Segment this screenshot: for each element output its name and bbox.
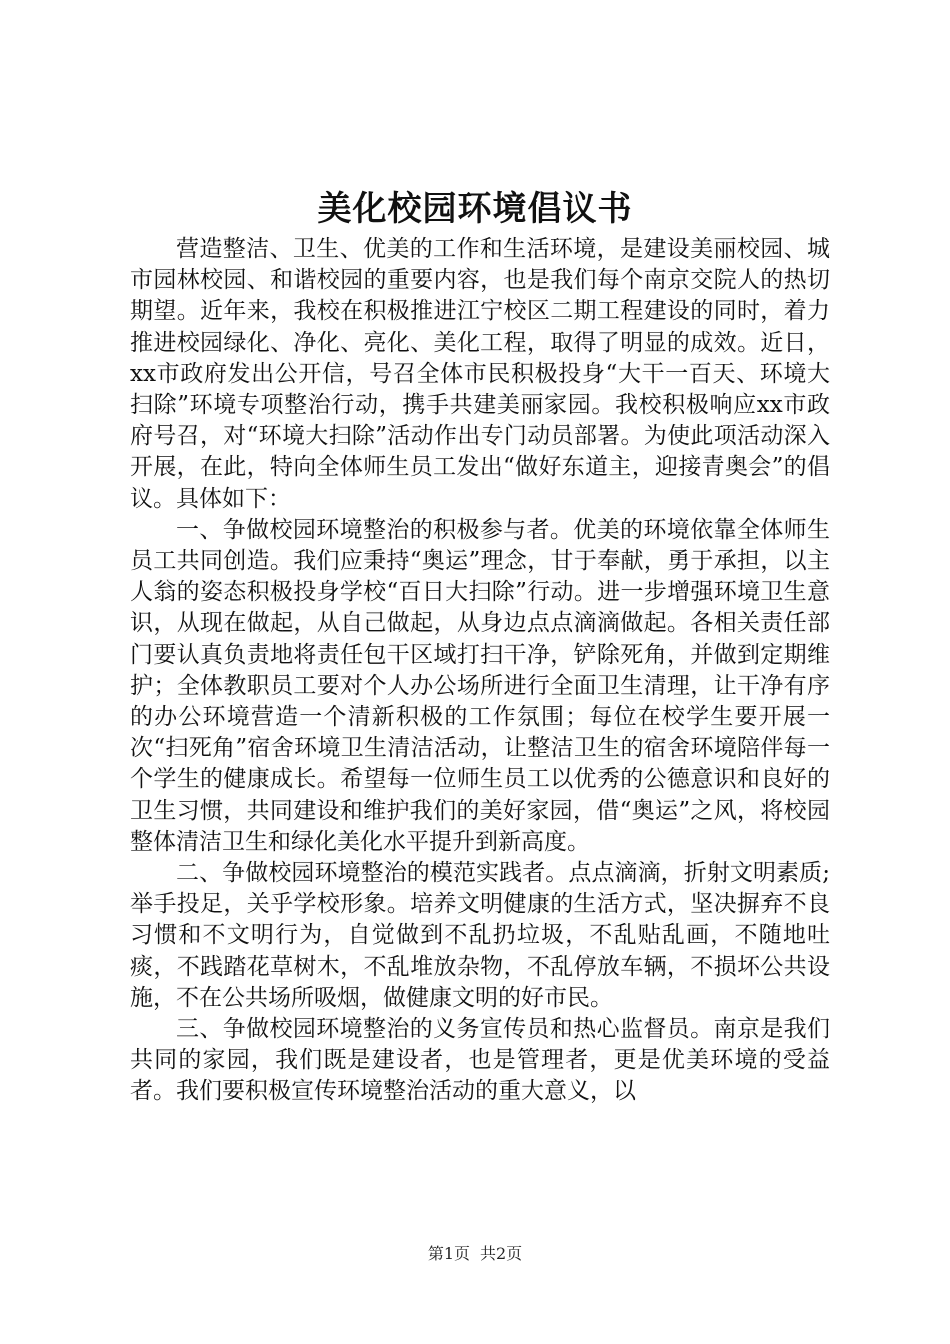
proposal-two-paragraph: 二、争做校园环境整治的模范实践者。点点滴滴，折射文明素质;举手投足，关乎学校形象。培养文明健康的生活方式，坚决摒弃不良习惯和不文明行为，自觉做到不乱扔垃圾，不乱贴乱画，不随地吐痰，不践踏花草树木，不乱堆放杂物，不乱停放车辆，不损坏公共设施，不在公共场所吸烟，做健康文明的好市民。 bbox=[130, 860, 830, 1011]
page-footer bbox=[0, 1243, 950, 1265]
page-total: 共2页 bbox=[480, 1244, 523, 1263]
proposal-three-paragraph: 三、争做校园环境整治的义务宣传员和热心监督员。南京是我们共同的家园，我们既是建设者，也是管理者，更是优美环境的受益者。我们要积极宣传环境整治活动的重大意义，以 bbox=[130, 1016, 830, 1105]
document-body bbox=[130, 234, 830, 1108]
proposal-one-paragraph: 一、争做校园环境整治的积极参与者。优美的环境依靠全体师生员工共同创造。我们应秉持“奥运”理念，甘于奉献，勇于承担，以主人翁的姿态积极投身学校“百日大扫除”行动。进一步增强环境卫生意识，从现在做起，从自己做起，从身边点点滴滴做起。各相关责任部门要认真负责地将责任包干区域打扫干净，铲除死角，并做到定期维护；全体教职员工要对个人办公场所进行全面卫生清理，让干净有序的办公环境营造一个清新积极的工作氛围；每位在校学生要开展一次“扫死角”宿舍环境卫生清洁活动，让整洁卫生的宿舍环境陪伴每一个学生的健康成长。希望每一位师生员工以优秀的公德意识和良好的卫生习惯，共同建设和维护我们的美好家园，借“奥运”之风，将校园整体清洁卫生和绿化美化水平提升到新高度。 bbox=[130, 516, 830, 855]
page-number: 第1页 bbox=[427, 1244, 470, 1263]
intro-paragraph: 营造整洁、卫生、优美的工作和生活环境，是建设美丽校园、城市园林校园、和谐校园的重要内容，也是我们每个南京交院人的热切期望。近年来，我校在积极推进江宁校区二期工程建设的同时，着力推进校园绿化、净化、亮化、美化工程，取得了明显的成效。近日，xx市政府发出公开信，号召全体市民积极投身“大干一百天、环境大扫除”环境专项整治行动，携手共建美丽家园。我校积极响应xx市政府号召，对“环境大扫除”活动作出专门动员部署。为使此项活动深入开展，在此，特向全体师生员工发出“做好东道主，迎接青奥会”的倡议。具体如下： bbox=[130, 236, 830, 512]
document-title: 美化校园环境倡议书 bbox=[317, 189, 633, 229]
